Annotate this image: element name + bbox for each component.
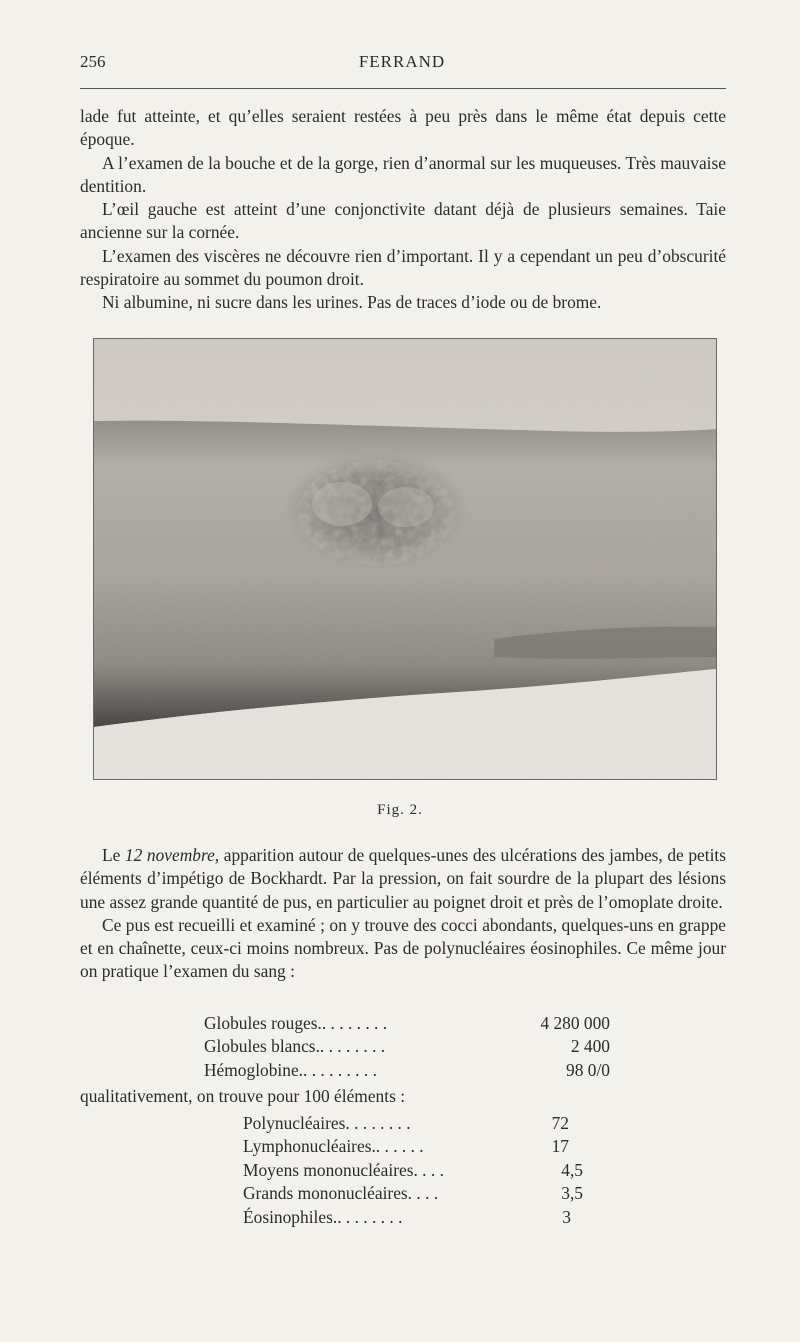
- row-value: 72: [551, 1113, 569, 1133]
- paragraph-pus: Ce pus est recueilli et examiné ; on y trouve des cocci abondants, quelques-uns en grappe et en chaînette, ceux-ci moins nombreux. Pas de polynucléaires éosinophiles. Ce même jour on pratique l’examen du sang :: [80, 914, 726, 982]
- running-title: FERRAND: [358, 52, 446, 71]
- paragraph: A l’examen de la bouche et de la gorge, rien d’anormal sur les muqueuses. Très mauvaise dentition.: [80, 152, 726, 196]
- row-value: 2 400: [570, 1036, 610, 1057]
- row-label: Globules blancs.. . . . . . . .: [204, 1036, 386, 1057]
- paragraph: Ni albumine, ni sucre dans les urines. Pas de traces d’iode ou de brome.: [102, 292, 602, 313]
- date-italic: 12 novembre,: [124, 845, 220, 865]
- row-label: Lymphonucléaires.. . . . . .: [243, 1136, 424, 1157]
- paragraph: lade fut atteinte, et qu’elles seraient restées à peu près dans le même état depuis cette époque.: [80, 106, 726, 150]
- table-row: [243, 1135, 583, 1158]
- photo-arm-lesion: [94, 339, 716, 779]
- qualitative-intro: qualitativement, on trouve pour 100 éléments :: [80, 1086, 406, 1106]
- row-value: 98 0/0: [566, 1059, 610, 1080]
- header-rule: [80, 88, 726, 89]
- table-row: [204, 1059, 614, 1082]
- page-number: 256: [80, 52, 106, 71]
- middle-text: [80, 844, 726, 984]
- table-row: [243, 1159, 583, 1182]
- row-value: 4 280 000: [540, 1013, 610, 1033]
- row-label: Globules rouges.. . . . . . . .: [204, 1013, 388, 1033]
- row-label: Hémoglobine.. . . . . . . . .: [204, 1059, 377, 1080]
- blood-count-table: [204, 1012, 614, 1082]
- row-label: Polynucléaires. . . . . . . .: [243, 1113, 411, 1133]
- row-label: Grands mononucléaires. . . .: [243, 1183, 439, 1204]
- row-value: 4,5: [561, 1159, 583, 1180]
- row-label: Moyens mononucléaires. . . .: [243, 1159, 444, 1180]
- table-row: [243, 1182, 583, 1205]
- table-row: [243, 1206, 583, 1229]
- page-header: [80, 52, 724, 76]
- figure-caption: Fig. 2.: [377, 802, 423, 818]
- paragraph-rest: apparition autour de quelques-unes des ulcérations des jambes, de petits éléments d’impétigo de Bockhardt. Par la pression, on fait sourdre de la plupart des lésions une assez grande quantité de pus, en particulier au poignet droit et près de l’omoplate droite.: [80, 845, 726, 912]
- row-value: 3,5: [561, 1183, 583, 1204]
- paragraph-lead: Le: [102, 845, 125, 865]
- table-row: [243, 1112, 583, 1135]
- row-label: Éosinophiles.. . . . . . . .: [243, 1206, 403, 1227]
- table-row: [204, 1012, 614, 1035]
- paragraph: L’examen des viscères ne découvre rien d’important. Il y a cependant un peu d’obscurité respiratoire au sommet du poumon droit.: [80, 245, 726, 290]
- paragraph-november: [80, 844, 726, 914]
- qualitative-intro-block: [80, 1085, 726, 1108]
- row-value: 3: [562, 1206, 571, 1227]
- paragraph: L’œil gauche est atteint d’une conjonctivite datant déjà de plusieurs semaines. Taie ancienne sur la cornée.: [80, 199, 726, 243]
- table-row: [204, 1035, 614, 1058]
- leukocyte-formula-table: [243, 1112, 583, 1229]
- figure-photograph: [93, 338, 717, 780]
- top-text: [80, 105, 726, 315]
- row-value: 17: [551, 1136, 569, 1157]
